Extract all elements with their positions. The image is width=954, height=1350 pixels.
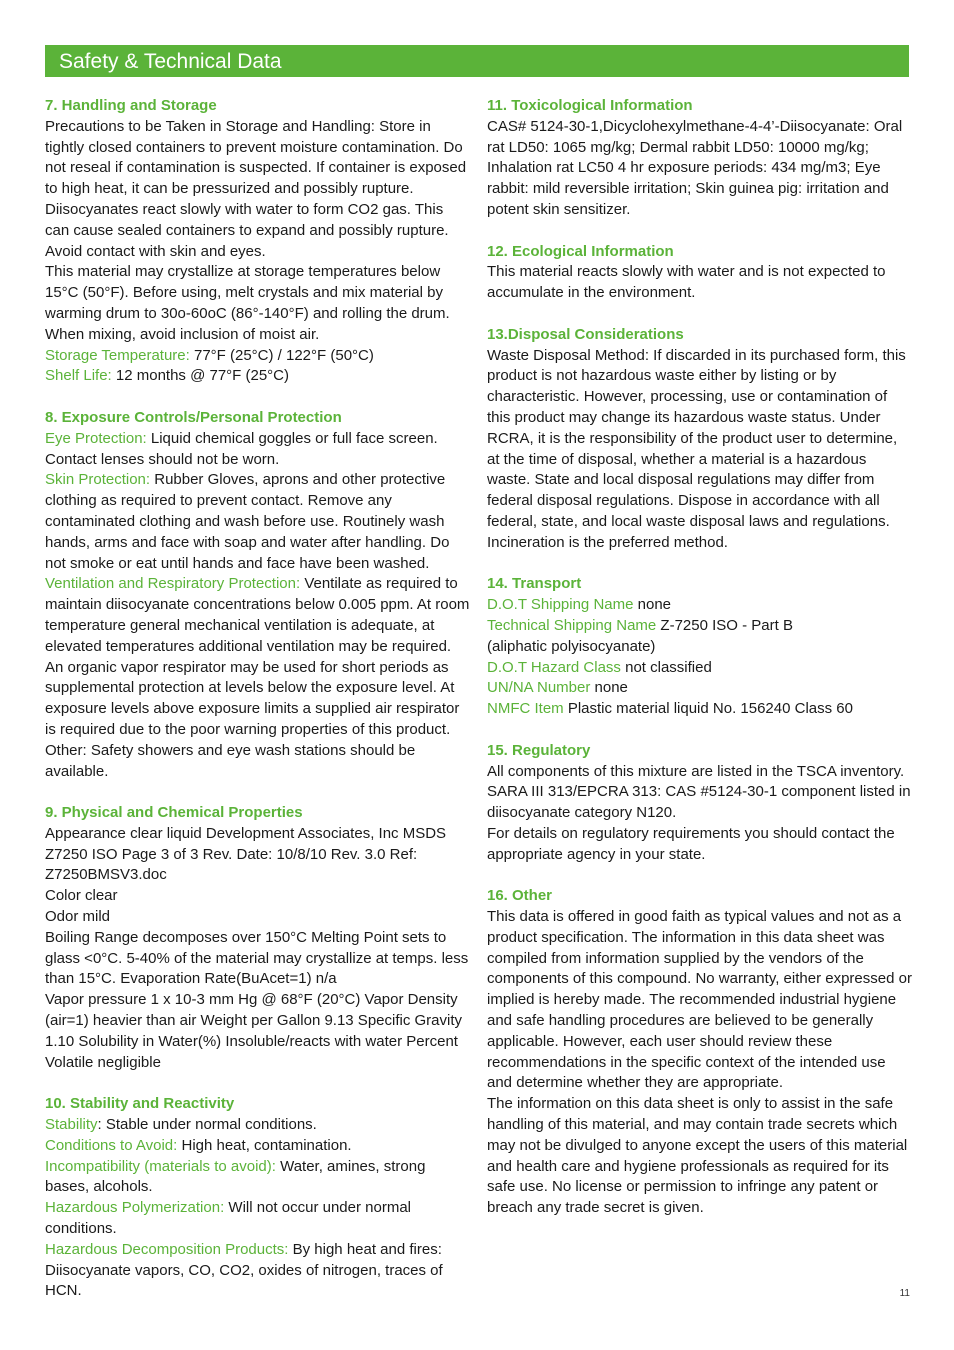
field-value: Liquid chemical goggles or full face screen. Contact lenses should not be worn. <box>45 429 438 468</box>
paragraph: Precautions to be Taken in Storage and Handling: Store in tightly closed containers to prevent moisture contamination. Do not reseal if contamination is suspected. If container is exposed to high heat, it can be pressurized and possibly rupture. Diisocyanates react slowly with water to form CO2 gas. This can cause sealed containers to expand and possibly rupture. Avoid contact with skin and eyes. <box>45 117 467 260</box>
hazard-class-line <box>487 658 913 679</box>
section-regulatory <box>487 741 913 866</box>
field-value: Will not occur under normal conditions. <box>45 1199 411 1238</box>
field-value: Rubber Gloves, aprons and other protective clothing as required to prevent contact. Remove any contaminated clothing and wash before use. Routinely wash hands, arms and face with soap and water after handling. Do not smoke or eat until hands and face have been washed. <box>45 471 450 572</box>
shelf-life-line <box>45 366 470 387</box>
section-handling-storage <box>45 96 470 387</box>
field-label: Storage Temperature: <box>45 346 190 364</box>
eye-protection-line <box>45 429 470 471</box>
paragraph: All components of this mixture are listed in the TSCA inventory. SARA III 313/EPCRA 313: CAS #5124-30-1 component listed in diisocyanate category N120. <box>487 762 911 822</box>
field-label: Conditions to Avoid: <box>45 1136 178 1154</box>
field-value: 77°F (25°C) / 122°F (50°C) <box>189 346 374 364</box>
incompatibility-line <box>45 1157 470 1199</box>
field-value: Plastic material liquid No. 156240 Class 60 <box>563 700 853 718</box>
un-na-number-line <box>487 678 913 699</box>
page-header <box>45 45 909 77</box>
ventilation-line <box>45 574 470 782</box>
paragraph: CAS# 5124-30-1,Dicyclohexylmethane-4-4’-Diisocyanate: Oral rat LD50: 1065 mg/kg; Dermal rabbit LD50: 10000 mg/kg; Inhalation rat LC50 4 hr exposure periods: 434 mg/m3; Eye rabbit: mild reversible irritation; Skin guinea pig: irritation and potent skin sensitizer. <box>487 117 903 218</box>
page-title: Safety & Technical Data <box>59 50 282 73</box>
paragraph: Vapor pressure 1 x 10-3 mm Hg @ 68°F (20°C) Vapor Density (air=1) heavier than air Weight per Gallon 9.13 Specific Gravity 1.10 Solubility in Water(%) Insoluble/reacts with water Percent Volatile negligible <box>45 991 463 1071</box>
section-title: 14. Transport <box>487 575 582 593</box>
section-title: 7. Handling and Storage <box>45 97 217 114</box>
field-value: Water, amines, strong bases, alcohols. <box>45 1157 426 1196</box>
section-title: 15. Regulatory <box>487 741 591 759</box>
section-stability-reactivity <box>45 1094 470 1302</box>
paragraph: For details on regulatory requirements you should contact the appropriate agency in your state. <box>487 824 895 863</box>
field-value: Z-7250 ISO - Part B <box>656 616 793 634</box>
paragraph: This data is offered in good faith as typical values and not as a product specification. The information in this data sheet was compiled from information supplied by the vendors of the components of this compound. No warranty, either expressed or implied is hereby made. The recommended industrial hygiene and safe handling procedures are believed to be generally applicable. However, each user should review these recommendations in the specific context of the intended use and determine whether they are appropriate. <box>487 908 912 1092</box>
field-value: 12 months @ 77°F (25°C) <box>111 367 290 385</box>
field-label: Hazardous Decomposition Products: <box>45 1240 289 1258</box>
section-title: 16. Other <box>487 887 553 905</box>
section-toxicological <box>487 96 913 221</box>
field-value: High heat, contamination. <box>177 1136 352 1154</box>
field-label: Ventilation and Respiratory Protection: <box>45 575 301 593</box>
section-other <box>487 886 913 1219</box>
polymerization-line <box>45 1198 470 1240</box>
paragraph: Color clear <box>45 887 118 905</box>
field-value: : Stable under normal conditions. <box>97 1116 317 1134</box>
field-value: none <box>590 679 628 697</box>
section-disposal <box>487 325 913 554</box>
dot-shipping-name-line <box>487 595 913 616</box>
section-title: 9. Physical and Chemical Properties <box>45 804 303 822</box>
paragraph: This material reacts slowly with water and is not expected to accumulate in the environment. <box>487 263 886 302</box>
paragraph: The information on this data sheet is only to assist in the safe handling of this material, and may contain trade secrets which may not be divulged to anyone except the users of this material and health care and hygiene professionals as required for its safe use. No license or permission to infringe any patent or breach any trade secret is given. <box>487 1095 908 1217</box>
paragraph: Waste Disposal Method: If discarded in its purchased form, this product is not hazardous waste either by listing or by characteristic. However, processing, use or contamination of this product may change its hazardous waste status. Under RCRA, it is the responsibility of the product user to determine, at the time of disposal, whether a material is a hazardous waste. State and local disposal regulations may differ from federal disposal regulations. Dispose in accordance with all federal, state, and local waste disposal laws and regulations. Incineration is the preferred method. <box>487 346 906 551</box>
field-label: Shelf Life: <box>45 367 112 385</box>
storage-temperature-line <box>45 346 470 367</box>
section-transport <box>487 574 913 720</box>
right-column <box>487 96 913 1240</box>
field-label: D.O.T Shipping Name <box>487 596 634 614</box>
section-title: 10. Stability and Reactivity <box>45 1095 235 1113</box>
field-label: D.O.T Hazard Class <box>487 658 621 676</box>
section-exposure-controls <box>45 408 470 782</box>
field-label: UN/NA Number <box>487 679 591 697</box>
paragraph: Appearance clear liquid Development Associates, Inc MSDS Z7250 ISO Page 3 of 3 Rev. Date: 10/8/10 Rev. 3.0 Ref: Z7250BMSV3.doc <box>45 824 447 884</box>
section-title: 13.Disposal Considerations <box>487 325 684 343</box>
section-title: 12. Ecological Information <box>487 242 674 260</box>
field-label: Technical Shipping Name <box>487 616 657 634</box>
field-value: none <box>633 596 672 614</box>
skin-protection-line <box>45 470 470 574</box>
field-value: By high heat and fires: Diisocyanate vapors, CO, CO2, oxides of nitrogen, traces of HCN. <box>45 1240 443 1300</box>
field-label: Hazardous Polymerization: <box>45 1199 225 1217</box>
section-physical-chemical <box>45 803 470 1073</box>
field-label: Eye Protection: <box>45 429 147 447</box>
paragraph: Boiling Range decomposes over 150°C Melting Point sets to glass <0°C. 5-40% of the material may crystallize at temps. less than 15°C. Evaporation Rate(BuAcet=1) n/a <box>45 928 469 988</box>
stability-line <box>45 1115 470 1136</box>
page-number: 11 <box>899 1288 910 1299</box>
section-ecological <box>487 242 913 304</box>
paragraph: Odor mild <box>45 908 111 926</box>
section-title: 11. Toxicological Information <box>487 97 693 114</box>
technical-shipping-name-line <box>487 616 913 637</box>
technical-shipping-name-note: (aliphatic polyisocyanate) <box>487 637 656 655</box>
decomposition-line <box>45 1240 470 1302</box>
field-label: Skin Protection: <box>45 471 151 489</box>
field-value: not classified <box>620 658 712 676</box>
section-title: 8. Exposure Controls/Personal Protection <box>45 408 342 426</box>
field-label: NMFC Item <box>487 700 564 718</box>
field-value: Ventilate as required to maintain diisocyanate concentrations below 0.005 ppm. At room temperature general mechanical ventilation is adequate, at elevated temperatures additional ventilation may be required. An organic vapor respirator may be used for short periods as supplemental protection at levels below the exposure level. At exposure levels above exposure limits a supplied air respirator is required due to the poor warning properties of this product. Other: Safety showers and eye wash stations should be available. <box>45 575 470 780</box>
left-column <box>45 96 470 1323</box>
nmfc-item-line <box>487 699 913 720</box>
conditions-line <box>45 1136 470 1157</box>
field-label: Incompatibility (materials to avoid): <box>45 1157 276 1175</box>
field-label: Stability <box>45 1116 98 1134</box>
paragraph: This material may crystallize at storage temperatures below 15°C (50°F). Before using, melt crystals and mix material by warming drum to 30o-60oC (86°-140°F) and rolling the drum. When mixing, avoid inclusion of moist air. <box>45 263 450 343</box>
